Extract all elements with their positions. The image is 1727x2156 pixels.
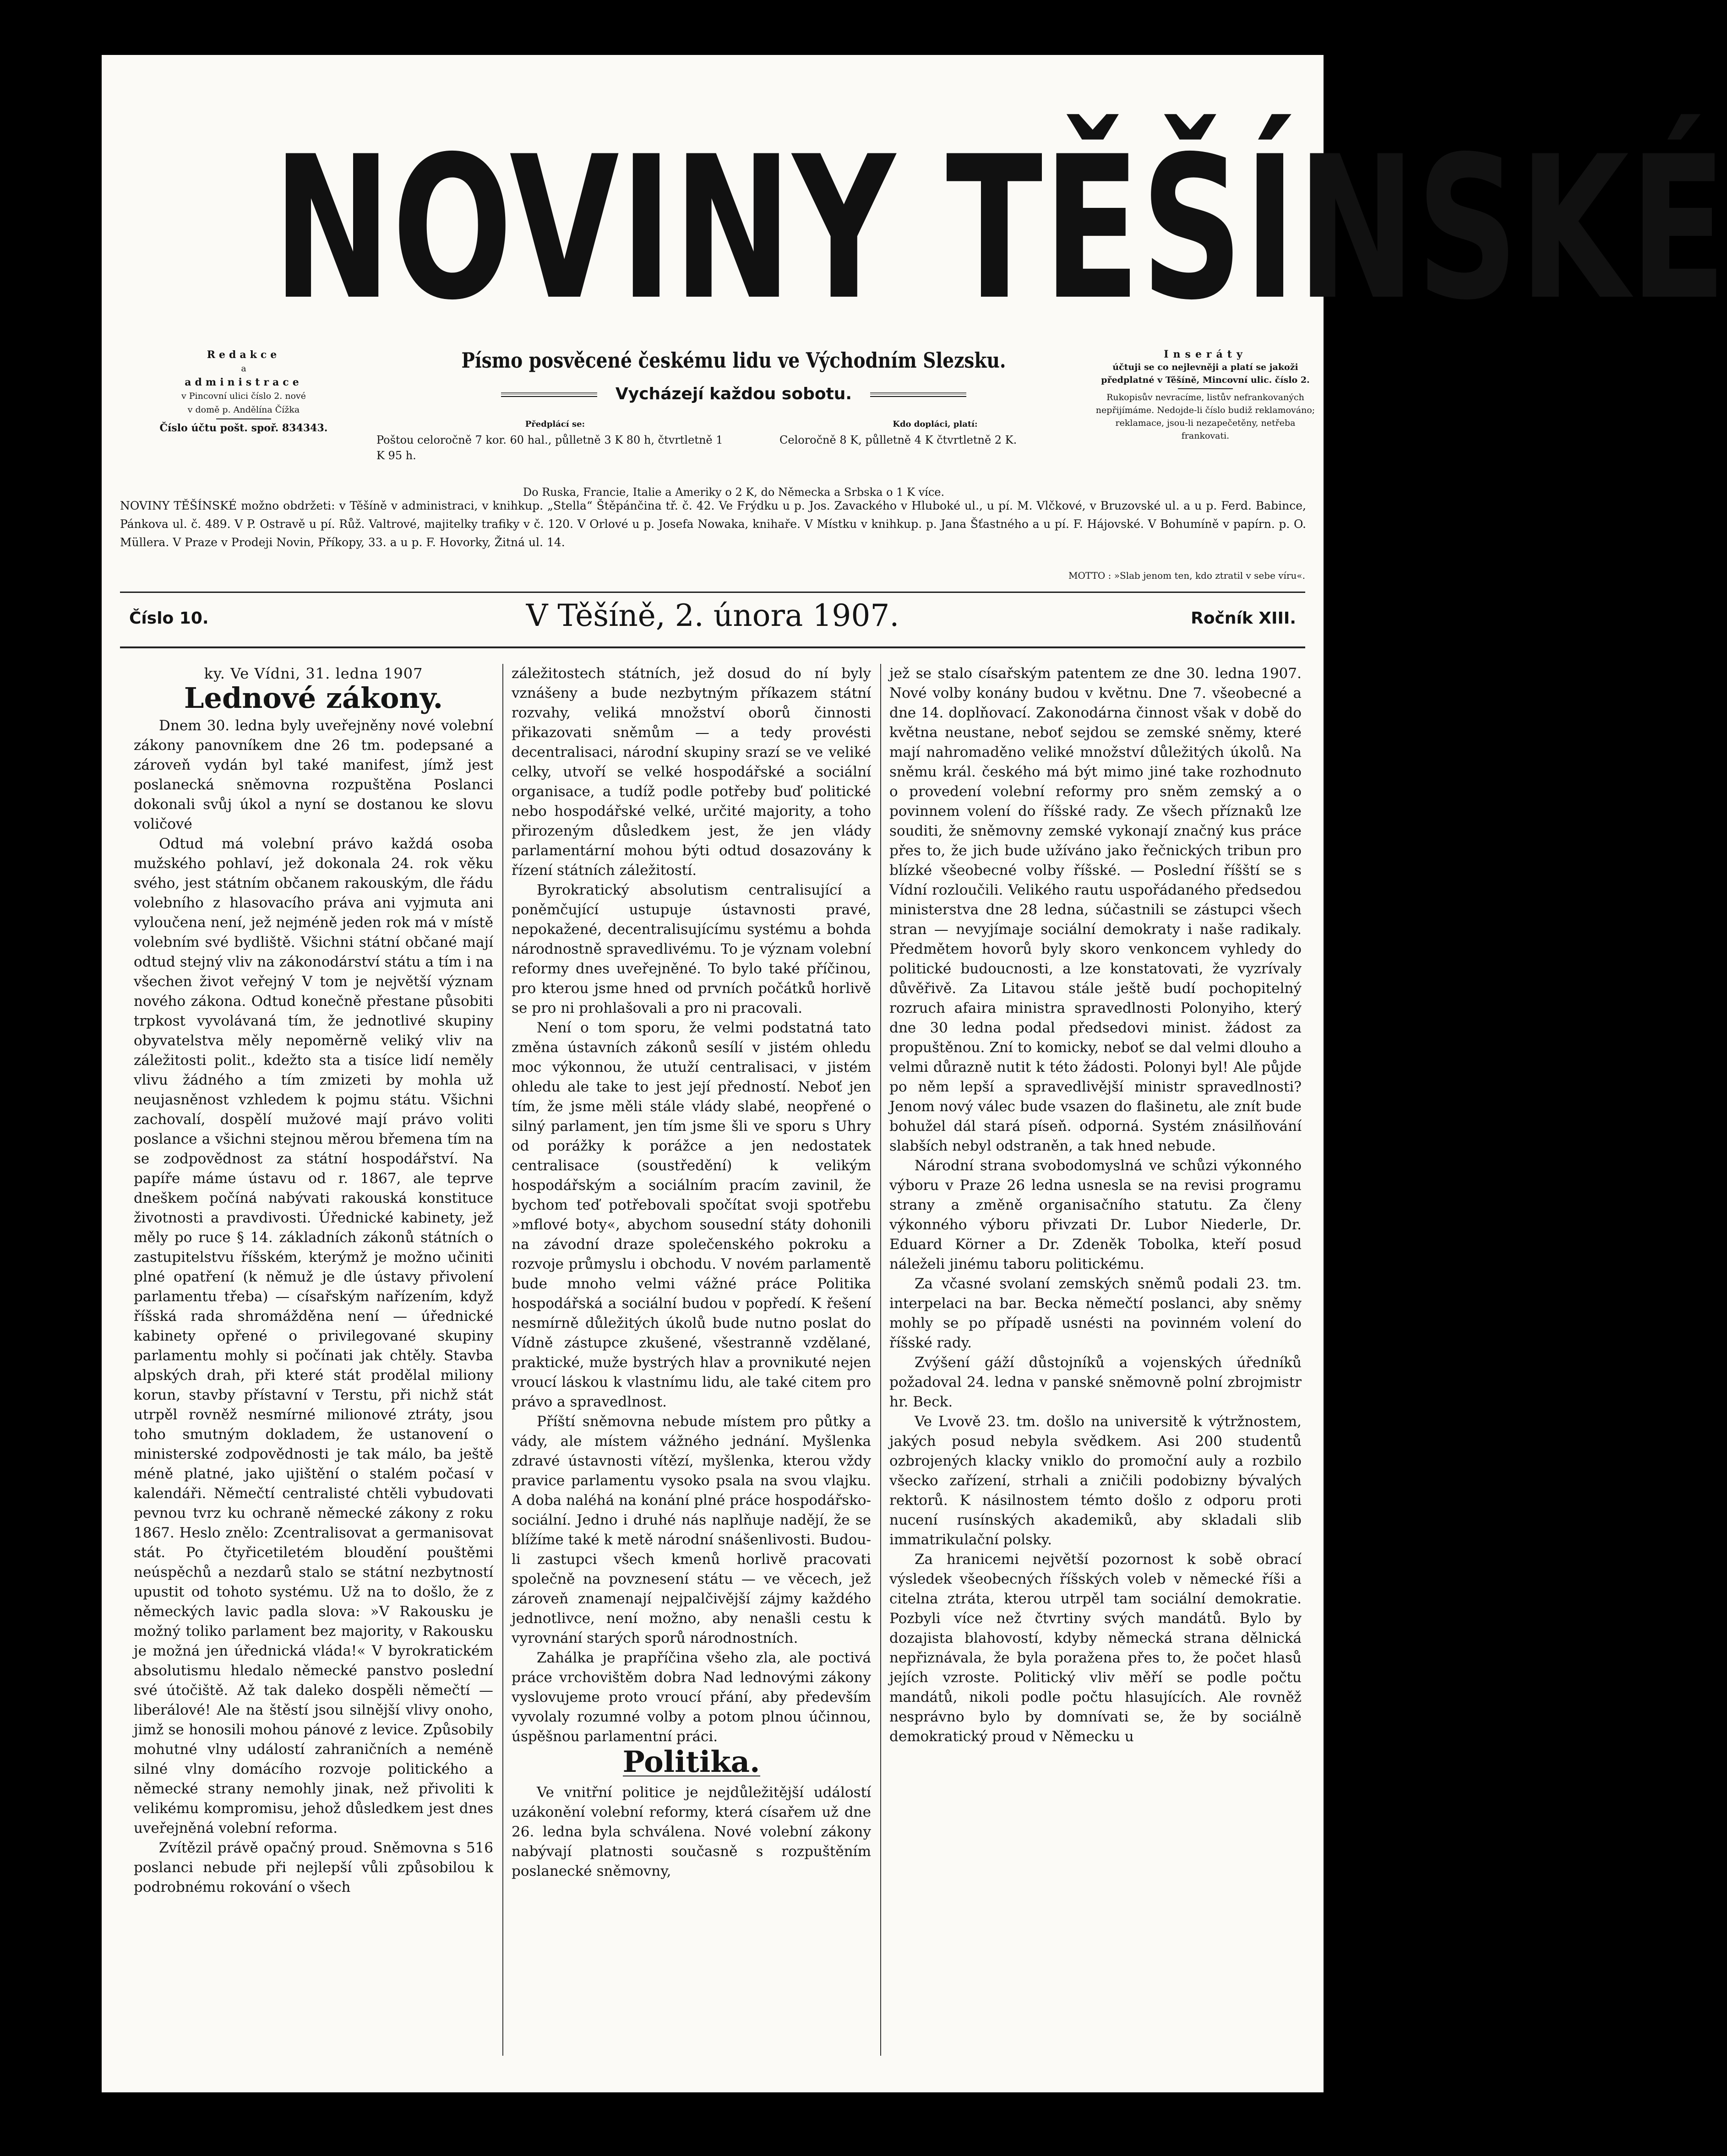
article-paragraph: Není o tom sporu, že velmi podstatná tato změna ústavních zákonů sesílí v jistém ohledu moc výkonnou, že utuží centralisaci, v jistém ohledu ale take to jest její předností. Neboť jen tím, že jsme měli stále vlády slabé, neopřené o silný parlament, jen tím jsme šli ve sporu s Uhry od porážky k porážce a jen nedostatek centralisace (soustředění) k velikým hospodářským a sociálním pracím zavinil, že bychom teď potřebovali spočítat svoji spotřebu »mflové boty«, abychom sousední státy dohonili na závodní draze společenského pokroku a rozvoje průmyslu i obchodu. V novém parlamentě bude mnoho velmi vážné práce Politika hospodářská a sociální budou v popředí. K řešení nesmírně důležitých úkolů bude nutno poslat do Vídně zástupce zkušené, všestranně vzdělané, praktické, muže bystrých hlav a provnikuté nejen vroucí láskou k vlastnímu lidu, ale také citem pro právo a spravedlnost.: [512, 1020, 871, 1410]
article-paragraph: Za hranicemi největší pozornost k sobě obrací výsledek všeobecných říšských voleb v německé říši a citelna ztráta, kterou utrpěl tam sociální demokratie. Pozbyli více než čtvrtiny svých mandátů. Bylo by dozajista blahovostí, kdyby německá strana dělnická nepřiznávala, že byla poražena přes to, že počet hlasů jejích vzroste. Politický vliv měří se podle počtu mandátů, nikoli podle počtu hlasujících. Ale rovněž nesprávno bylo by domnívati se, že by sociálně demokratický proud v Německu u: [889, 1551, 1302, 1745]
prepay-col: [376, 417, 734, 463]
editorial-box: [120, 348, 367, 435]
right-rule: [870, 392, 966, 397]
ads-box: [1091, 348, 1320, 442]
article-paragraph: Byrokratický absolutism centralisující a poněmčující ustupuje ústavnosti pravé, nepokažené, decentralisujícímu systému a bohda národnostně spravedlivému. To je význam volební reformy dnes uveřejněné. To bylo také příčinou, pro kterou jsme hned od prvních počátků horlivě se pro ni prohlašovali a pro ni pracovali.: [512, 882, 871, 1016]
article-headline: Lednové zákony.: [184, 681, 443, 715]
masthead-title: NOVINY TĚŠÍNSKÉ: [272, 114, 1727, 343]
article-paragraph: Národní strana svobodomyslná ve schůzi výkonného výboru v Praze 26 ledna usnesla se na revisi programu strany a změně organisačního statutu. Za členy výkonného výboru přivzati Dr. Lubor Niederle, Dr. Eduard Körner a Dr. Zdeněk Tobolka, kteří posud náleželi jinému taboru politickému.: [889, 1157, 1302, 1272]
top-rule: [120, 592, 1305, 593]
article-paragraph: Odtud má volební právo každá osoba mužského pohlaví, jež dokonala 24. rok věku svého, jest státním občanem rakouským, dle řádu volebního z hlasovacího práva ani vyjmuta ani vyloučena není, jež nejméně jeden rok má v místě volebním své bydliště. Všichni státní občané mají odtud stejný vliv na zákonodárství státu a tím i na všechen život veřejný V tom je největší význam nového zákona. Odtud konečně přestane působiti trpkost vyvolávaná tím, že jednotlivé skupiny obyvatelstva měly nepoměrně veliký vliv na záležitosti polit., kdežto sta a tisíce lidí neměly vlivu žádného a tím zmizeti by mohla už neujasněnost vzhledem k pojmu státu. Všichni zachovalí, dospělí mužové mají právo voliti poslance a všichni stejnou měrou břemena tím na se zodpovědnost za státní hospodářství. Na papíře máme ústavu od r. 1867, ale teprve dneškem počíná nabývati rakouská konstituce životnosti a pravdivosti. Úřednické kabinety, jež měly po ruce § 14. základních zákonů státních o zastupitelstvu říšském, kterýmž je možno učiniti plné opatření (k němuž je dle ústavy přivolení parlamentu třeba) — císařským nařízením, když říšská rada shromážděna není — úřednické kabinety opřené o privilegované skupiny parlamentu mohly si počínati jak chtěly. Stavba alpských drah, při které stát prodělal miliony korun, stavby přístavní v Terstu, při nichž stát utrpěl rovněž nesmírné milionové ztráty, jsou toho smutným dokladem, že ustanovení o ministerské zodpovědnosti je tak málo, ba ještě méně platné, jako ujištění o stalém počasí v kalendáři. Němečtí centralisté chtěli vybudovati pevnou tvrz ku ochraně německé zákony z roku 1867. Heslo znělo: Zcentralisovat a germanisovat stát. Po čtyřicetiletém bloudění pouštěmi neúspěchů a nezdarů stalo se státní nezbytností upustit od tohoto systému. Už na to došlo, že z německých lavic padla slova: »V Rakousku je možný toliko parlament bez majority, v Rakousku je možná jen úřednická vláda!« V byrokratickém absolutismu hledalo německé panstvo poslední své útočiště. Až tak daleko dospěli němečtí — liberálové! Ale na štěstí jsou silnější vlivy onoho, jimž se honosili mohou pánové z levice. Způsobily mohutné vlny událostí zahraničních a neméně silné vlny domácího rozvoje politického a německé strany nemohly jinak, než přivoliti k velikému kompromisu, jehož důsledkem jest dnes uveřejněná volební reforma.: [134, 836, 493, 1836]
pickup-label: Kdo dopláci, platí:: [893, 419, 978, 429]
article-paragraph: Ve vnitřní politice je nejdůležitější událostí uzákonění volební reformy, která císařem už dne 26. ledna byla schválena. Nové volební zákony nabývají platnosti současně s rozpuštěním poslanecké sněmovny,: [512, 1784, 871, 1879]
newspaper-page: [102, 55, 1727, 2092]
column-separator: [502, 664, 503, 2056]
editorial-line2: a: [241, 364, 246, 374]
ads-line3: Rukopisův nevracíme, listův nefrankovaných nepřijímáme. Nedojde-li číslo budiž reklamováno; reklamace, jsou-li nezapečetěny, netřeba frankovati.: [1095, 392, 1315, 441]
editorial-line4: v Pincovní ulici číslo 2. nové: [181, 391, 306, 401]
article-columns: [134, 664, 1315, 2065]
article-dateline: ky. Ve Vídni, 31. ledna 1907: [204, 665, 423, 682]
editorial-line5: v domě p. Andělína Čížka: [187, 405, 300, 415]
article-paragraph: Zvítězil právě opačný proud. Sněmovna s 516 poslanci nebude při nejlepší vůli způsobilou k podrobnému rokování o všech: [134, 1840, 493, 1895]
article-paragraph: záležitostech státních, jež dosud do ní byly vznášeny a bude nezbytným příkazem státní rozvahy, veliká množství oborů činnosti přikazovati sněmům — a tedy provésti decentralisaci, národní skupiny srazí se ve veliké celky, utvoří se velké hospodářské a sociální organisace, a tudíž podle potřeby buď politické nebo hospodářské velké, určité majority, a toho přirozeným důsledkem jest, že jen vlády parlamentární mohou býti odtud dosazovány k řízení státních záležitostí.: [512, 665, 871, 879]
article-paragraph: jež se stalo císařským patentem ze dne 30. ledna 1907. Nové volby konány budou v květnu. Dne 7. všeobecné a dne 14. doplňovací. Zakonodárna činnost však v době do května neustane, neboť sejdou se zemské sněmy, které mají nahromaděno veliké množství důležitých úkolů. Na sněmu král. českého má být mimo jiné take rozhodnuto o provedení volební reformy pro sněm zemský a o povinnem volení do říšské rady. Ze všech příznaků lze souditi, že sněmovny zemské vykonají značný kus práce přes to, že jich bude užíváno jako řečnických tribun pro blízké všeobecné volby říšské. — Poslední říšští se s Vídní rozloučili. Velikého rautu uspořádaného předsedou ministerstva dne 28 ledna, súčastnili se zástupci všech stran — nevyjímaje sociální demokraty i naše radikaly. Předmětem hovorů byly skoro venkoncem vyhledy do politické budoucnosti, a lze konstatovati, že vyzrívaly důvěřivě. Za Litavou stále ještě budí pochopitelný rozruch afaira ministra spravedlnosti Polonyiho, který dne 30 ledna podal předsedovi minist. žádost za propuštěnou. Zní to komicky, neboť se dal velmi dlouho a velmi důrazně nutit k této žádosti. Polonyi byl! Ale půjde po něm lepší a spravedlivější ministr spravedlnosti? Jenom nový válec bude vsazen do flašinetu, ale znít bude bohužel dál stará píseň. odporná. Systém znásilňování slabších nebyl odstraněn, a tak hned nebude.: [889, 665, 1302, 1154]
frequency-text: Vycházejí každou sobotu.: [615, 385, 852, 403]
left-rule: [501, 392, 597, 397]
column-2: [512, 664, 871, 1881]
editorial-line1: Redakce: [207, 349, 281, 361]
prepay-text: Poštou celoročně 7 kor. 60 hal., půlletně 3 K 80 h, čtvrtletně 1 K 95 h.: [376, 434, 723, 462]
column-separator: [880, 664, 881, 2056]
article-paragraph: Za včasné svolaní zemských sněmů podali 23. tm. interpelaci na bar. Becka němečtí poslanci, aby sněmy mohly se po případě usnésti na povinném volení do říšské rady.: [889, 1276, 1302, 1351]
prepay-label: Předplácí se:: [525, 419, 585, 429]
article-paragraph: Zahálka je prapříčina všeho zla, ale poctivá práce vrchovištěm dobra Nad lednovými zákony vyslovujeme proto vroucí přání, aby především vyvolaly rozumné volby a potom plnou účinnou, úspěšnou parlamentní práci.: [512, 1650, 871, 1745]
pickup-text: Celoročně 8 K, půlletně 4 K čtvrtletně 2 K.: [779, 434, 1017, 446]
article-paragraph: Příští sněmovna nebude místem pro půtky a vády, ale místem vážného jednání. Myšlenka zdravé ústavnosti vítězí, myšlenka, kterou vždy pravice parlamentu vysoko psala na svou vlajku. A doba naléhá na konání plné práce hospodářsko-sociální. Jedno i druhé nás naplňuje nadějí, že se blížíme také k metě národní snášenlivosti. Budou-li zastupci všech kmenů horlivě pracovati společně na povznesení státu — ve věcech, jež zároveň znamenají nejpalčivější zájmy každého jednotlivce, není možno, aby nenašli cestu k vyrovnání starých sporů národnostních.: [512, 1413, 871, 1646]
editorial-line3: administrace: [185, 376, 303, 388]
ads-line2: účtuji se co nejlevněji a platí se jakoži předplatné v Těšíně, Mincovní ulic. číslo 2.: [1101, 362, 1310, 385]
availability-text: NOVINY TĚŠÍNSKÉ možno obdržeti: v Těšíně v administraci, v knihkup. „Stella“ Štěpánčina tř. č. 42. Ve Frýdku u p. Jos. Zavackého v Hluboké ul., u pí. M. Vlčkové, v Bruzovské ul. a u p. Ferd. Babince, Pánkova ul. č. 489. V P. Ostravě u pí. Růž. Valtrové, majitelky trafiky v č. 120. V Orlové u p. Josefa Nowaka, knihaře. V Místku v knihkup. p. Jana Šťastného a u pí. F. Hájovské. V Bohumíně v papírn. p. O. Müllera. V Praze v Prodeji Novin, Příkopy, 33. a u p. F. Hovorky, Žitná ul. 14.: [120, 499, 1306, 549]
ads-divider: [1178, 388, 1233, 389]
issue-number: Číslo 10.: [129, 609, 209, 628]
article-paragraph: Ve Lvově 23. tm. došlo na universitě k výtržnostem, jakých posud nebyla svědkem. Asi 200 studentů ozbrojených klacky vniklo do promoční auly a rozbilo všecko zařízení, strhali a zničili podobizny bývalých rektorů. K násilnostem témto došlo z odporu proti nucení rusínských akademiků, aby skladali slib immatrikulační polsky.: [889, 1413, 1302, 1548]
issue-rule: [120, 646, 1305, 648]
issue-volume: Ročník XIII.: [1191, 609, 1296, 628]
article-paragraph: Dnem 30. ledna byly uveřejněny nové volební zákony panovníkem dne 26 tm. podepsané a zároveň vydán byl také manifest, jímž jest poslanecká sněmovna rozpuštěna Poslanci dokonali svůj úkol a nyní se dostanou ke slovu voličové: [134, 717, 493, 832]
article-paragraph: Zvýšení gáží důstojníků a vojenských úředníků požadoval 24. ledna v panské sněmovně polní zbrojmistr hr. Beck.: [889, 1354, 1302, 1410]
editorial-account: Číslo účtu pošt. spoř. 834343.: [159, 422, 328, 434]
issue-line: [120, 595, 1305, 646]
frequency-line: [376, 385, 1091, 403]
column-1: [134, 664, 493, 1897]
section-heading: Politika.: [622, 1745, 760, 1779]
pickup-col: [779, 417, 1091, 448]
motto: MOTTO : »Slab jenom ten, kdo ztratil v sebe víru«.: [1068, 570, 1305, 581]
prices-foreign: Do Ruska, Francie, Italie a Ameriky o 2 K, do Německa a Srbska o 1 K více.: [523, 486, 945, 499]
issue-date: V Těšíně, 2. února 1907.: [526, 598, 899, 633]
subtitle: Písmo posvěcené českému lidu ve Východním Slezsku.: [461, 348, 1006, 373]
ads-line1: Inseráty: [1164, 348, 1247, 360]
column-3: [889, 664, 1302, 1747]
editorial-divider: [216, 418, 271, 419]
